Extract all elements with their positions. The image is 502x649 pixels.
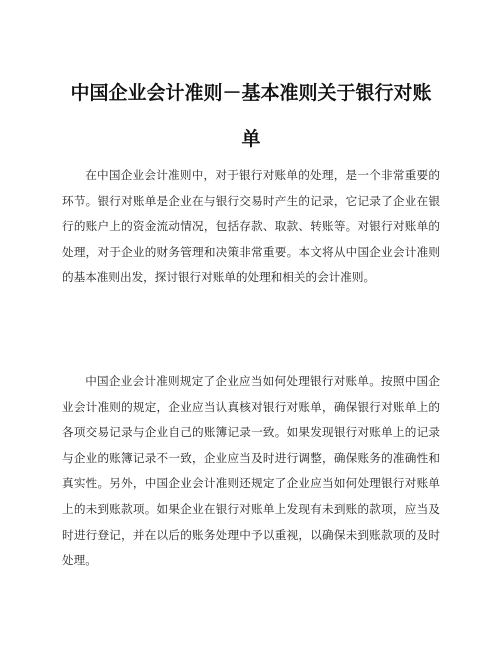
document-title-line-1: 中国企业会计准则－基本准则关于银行对账 [70, 82, 432, 104]
paragraph-2: 中国企业会计准则规定了企业应当如何处理银行对账单。按照中国企业会计准则的规定，企业应当认真核对银行对账单，确保银行对账单上的各项交易记录与企业自己的账簿记录一致。如果发现银行对账单上的记录与企业的账簿记录不一致，企业应当及时进行调整，确保账务的准确性和真实性。另外，中国企业会计准则还规定了企业应当如何处理银行对账单上的未到账款项。如果企业在银行对账单上发现有未到账的款项，应当及时进行登记，并在以后的账务处理中予以重视，以确保未到账款项的及时处理。 [62, 374, 440, 568]
paragraph-1: 在中国企业会计准则中，对于银行对账单的处理，是一个非常重要的环节。银行对账单是企业在与银行交易时产生的记录，它记录了企业在银行的账户上的资金流动情况，包括存款、取款、转账等。对银行对账单的处理，对于企业的财务管理和决策非常重要。本文将从中国企业会计准则的基本准则出发，探讨银行对账单的处理和相关的会计准则。 [62, 168, 440, 285]
document-title-line-2: 单 [241, 128, 261, 150]
